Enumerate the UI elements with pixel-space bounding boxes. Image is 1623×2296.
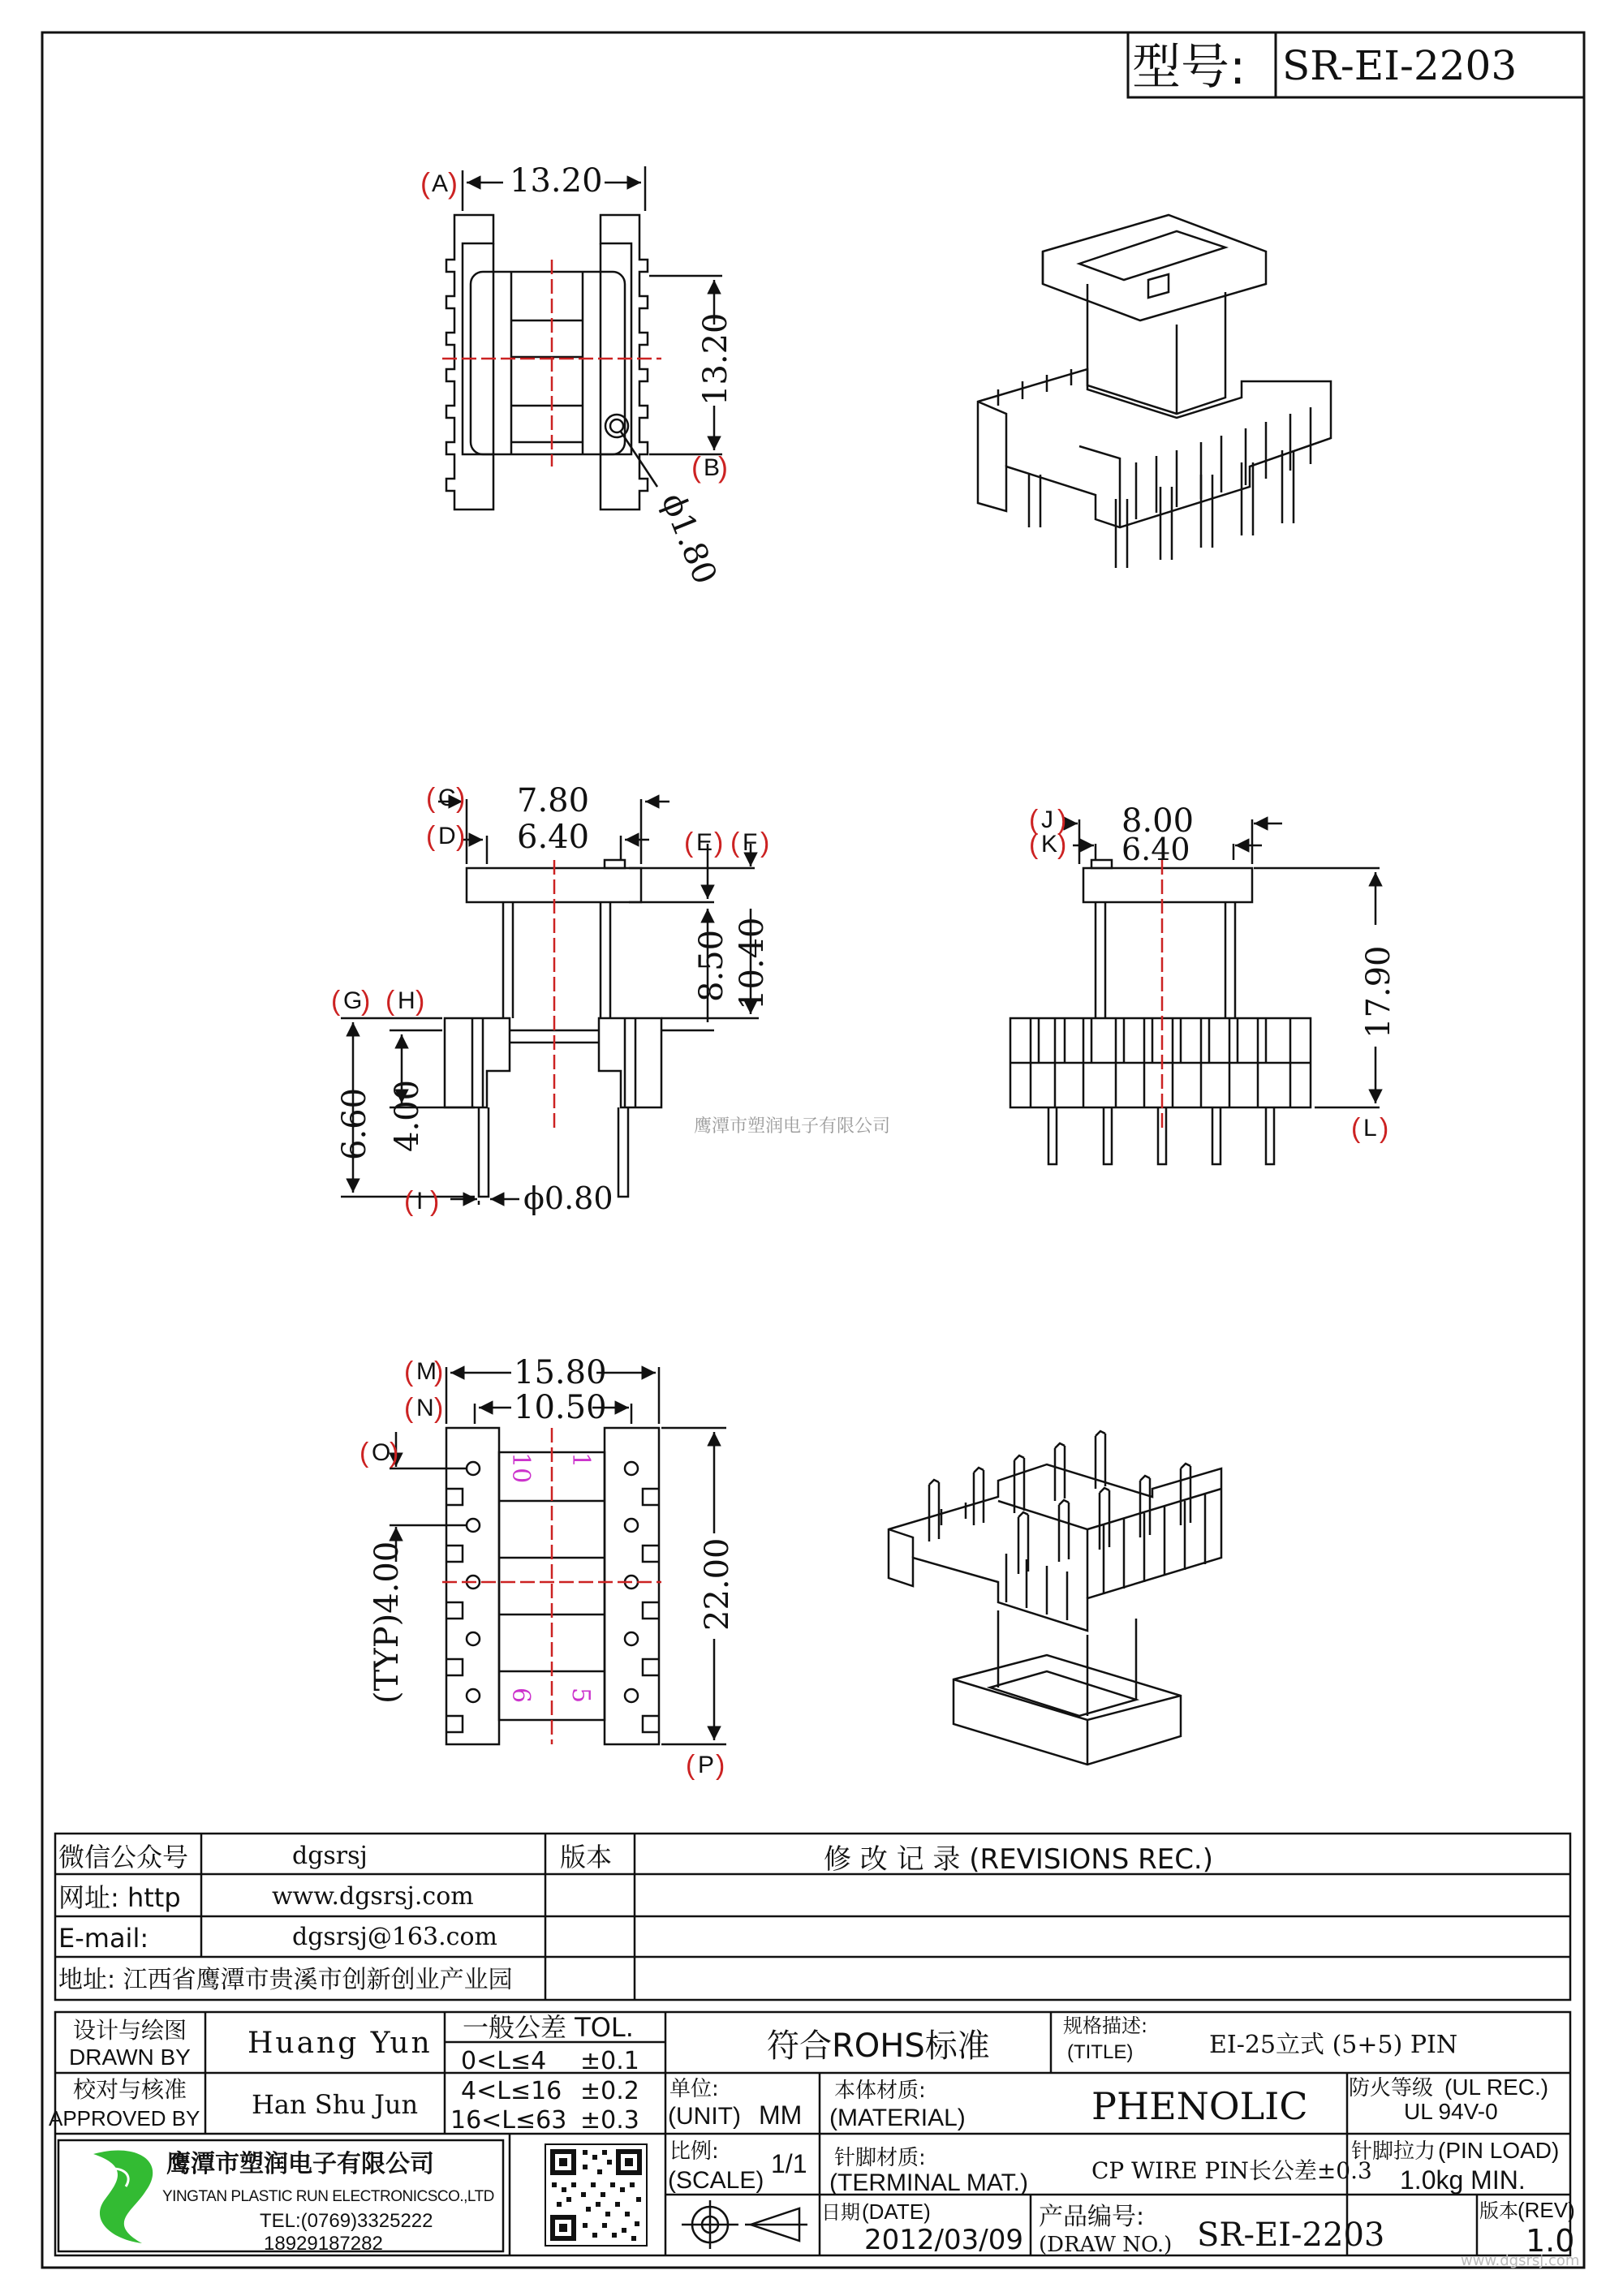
- drawn-label-cn: 设计与绘图: [73, 2017, 187, 2044]
- approved-label-en: APPROVED BY: [49, 2106, 200, 2130]
- side-view-labels: [1041, 806, 1377, 1142]
- label-c: C: [438, 785, 456, 811]
- material-value: PHENOLIC: [1091, 2084, 1308, 2128]
- svg-text:): ): [716, 1750, 725, 1781]
- sheet-border: [42, 32, 1584, 2268]
- unit-value: MM: [759, 2100, 803, 2130]
- dim-side-outer: 8.00: [1121, 802, 1195, 840]
- info-label-website: 网址: http: [58, 1882, 181, 1913]
- fire-label-en: (UL REC.): [1444, 2075, 1549, 2100]
- label-a: A: [432, 170, 449, 197]
- info-label-email: E-mail:: [58, 1923, 149, 1954]
- dim-top-width: 13.20: [510, 162, 603, 200]
- pin-number-1: 1: [566, 1452, 595, 1468]
- dim-front-pin-dia: ϕ0.80: [523, 1180, 613, 1216]
- svg-text:): ): [434, 1357, 444, 1387]
- svg-text:(: (: [1351, 1113, 1361, 1144]
- dim-bottom-inner: 10.50: [514, 1389, 607, 1426]
- company-name-en: YINGTAN PLASTIC RUN ELECTRONICSCO.,LTD: [162, 2188, 494, 2205]
- tol-value-2: ±0.2: [580, 2077, 639, 2105]
- svg-text:): ): [760, 828, 770, 858]
- svg-text:(: (: [404, 1186, 414, 1217]
- rev-label-en: (REV): [1518, 2198, 1575, 2222]
- company-logo-icon: [93, 2151, 153, 2243]
- svg-text:(: (: [1029, 829, 1039, 860]
- dim-hole-dia: ϕ1.80: [653, 488, 724, 590]
- svg-text:): ): [415, 986, 425, 1017]
- drawno-label-cn: 产品编号:: [1039, 2203, 1145, 2231]
- tol-range-1: 0<L≤4: [461, 2047, 547, 2075]
- info-value-wechat: dgsrsj: [292, 1842, 368, 1870]
- svg-text:): ): [361, 986, 371, 1017]
- info-label-wechat: 微信公众号: [58, 1842, 189, 1872]
- pinload-value: 1.0kg MIN.: [1400, 2165, 1526, 2195]
- version-header: 版本: [560, 1842, 613, 1872]
- dim-bottom-pitch: (TYP)4.00: [368, 1541, 406, 1704]
- pin-number-10: 10: [506, 1452, 535, 1484]
- model-header: [1128, 32, 1584, 97]
- svg-text:(: (: [684, 828, 694, 858]
- date-label-cn: 日期: [821, 2201, 860, 2224]
- iso-view-top: [978, 215, 1331, 568]
- dim-front-h1: 8.50: [693, 929, 730, 1002]
- svg-text:): ): [1380, 1113, 1389, 1144]
- scale-label-cn: 比例:: [669, 2139, 719, 2164]
- date-value: 2012/03/09: [864, 2224, 1023, 2256]
- svg-text:): ): [1057, 829, 1067, 860]
- unit-label-cn: 单位:: [669, 2077, 719, 2101]
- dim-front-h2: 10.40: [734, 917, 771, 1010]
- tol-range-3: 16<L≤63: [450, 2106, 567, 2135]
- title-value: EI-25立式 (5+5) PIN: [1209, 2031, 1458, 2059]
- dim-front-inner: 6.40: [517, 819, 590, 856]
- svg-text:(: (: [686, 1750, 695, 1781]
- revisions-header: 修 改 记 录 (REVISIONS REC.): [824, 1843, 1214, 1876]
- rev-value: 1.0: [1526, 2223, 1575, 2259]
- tolerance-header: 一般公差 TOL.: [463, 2012, 634, 2043]
- svg-text:(: (: [1029, 805, 1039, 836]
- drawno-value: SR-EI-2203: [1197, 2216, 1385, 2254]
- label-j: J: [1041, 806, 1053, 833]
- label-brackets: [420, 166, 728, 484]
- label-f: F: [743, 829, 758, 856]
- pin-numbers: [506, 1452, 595, 1703]
- svg-text:): ): [1057, 805, 1067, 836]
- company-tel: TEL:(0769)3325222: [260, 2210, 433, 2232]
- dim-bottom-width: 15.80: [514, 1354, 607, 1391]
- label-l: L: [1363, 1115, 1377, 1142]
- fire-label-cn: 防火等级: [1349, 2076, 1434, 2100]
- svg-text:): ): [434, 1393, 444, 1424]
- svg-text:): ): [390, 1438, 399, 1468]
- qr-code: [545, 2144, 647, 2246]
- svg-text:): ): [456, 821, 466, 852]
- svg-text:): ): [430, 1186, 440, 1217]
- label-o: O: [372, 1439, 391, 1466]
- model-label: 型号:: [1132, 39, 1246, 96]
- tol-value-3: ±0.3: [580, 2106, 639, 2135]
- dim-side-inner: 6.40: [1121, 832, 1190, 867]
- svg-text:(: (: [359, 1438, 369, 1468]
- pin-number-6: 6: [506, 1688, 535, 1704]
- approved-by: Han Shu Jun: [252, 2089, 419, 2120]
- label-d: D: [438, 823, 456, 849]
- dim-bottom-length: 22.00: [699, 1537, 736, 1631]
- info-value-website: www.dgsrsj.com: [272, 1882, 474, 1911]
- scale-value: 1/1: [771, 2149, 807, 2178]
- dim-front-pin-len: 6.60: [336, 1087, 373, 1160]
- label-e: E: [696, 829, 713, 856]
- svg-text:(: (: [331, 986, 341, 1017]
- approved-label-cn: 校对与核准: [73, 2076, 187, 2103]
- svg-text:): ): [718, 450, 728, 484]
- svg-text:(: (: [730, 828, 740, 858]
- tol-value-1: ±0.1: [580, 2047, 639, 2075]
- info-address: 地址: 江西省鹰潭市贵溪市创新创业产业园: [58, 1966, 513, 1994]
- drawn-by: Huang Yun: [248, 2027, 433, 2060]
- label-i: I: [416, 1188, 424, 1215]
- terminal-value: CP WIRE PIN长公差±0.3: [1091, 2157, 1372, 2184]
- label-m: M: [416, 1358, 437, 1385]
- svg-text:): ): [456, 783, 466, 814]
- label-g: G: [343, 987, 363, 1014]
- terminal-label-cn: 针脚材质:: [834, 2146, 926, 2170]
- svg-text:(: (: [426, 821, 436, 852]
- svg-text:(: (: [420, 166, 430, 200]
- pinload-label-cn: 针脚拉力: [1351, 2139, 1436, 2164]
- svg-text:(: (: [404, 1393, 414, 1424]
- label-h: H: [398, 987, 415, 1014]
- fire-value: UL 94V-0: [1404, 2099, 1498, 2124]
- model-value: SR-EI-2203: [1282, 42, 1518, 89]
- title-label-cn: 规格描述:: [1063, 2014, 1148, 2037]
- svg-text:): ): [448, 166, 458, 200]
- label-p: P: [698, 1752, 715, 1778]
- date-label-en: (DATE): [862, 2199, 931, 2224]
- side-view: [1010, 819, 1380, 1164]
- pin-number-5: 5: [566, 1688, 595, 1704]
- unit-label-en: (UNIT): [668, 2103, 741, 2130]
- dim-front-outer: 7.80: [517, 782, 590, 819]
- label-n: N: [416, 1395, 434, 1421]
- svg-text:(: (: [426, 783, 436, 814]
- watermark-corner: www.dgsrsj.com: [1461, 2252, 1580, 2269]
- projection-symbol-icon: [682, 2200, 807, 2249]
- company-name-cn: 鹰潭市塑润电子有限公司: [166, 2150, 434, 2178]
- tol-range-2: 4<L≤16: [461, 2077, 562, 2105]
- drawno-label-en: (DRAW NO.): [1039, 2233, 1173, 2257]
- top-view: [442, 166, 722, 510]
- pinload-label-en: (PIN LOAD): [1438, 2138, 1560, 2163]
- dim-top-height: 13.20: [697, 312, 734, 406]
- dim-side-height: 17.90: [1360, 945, 1397, 1038]
- label-b: B: [704, 454, 721, 481]
- terminal-label-en: (TERMINAL MAT.): [829, 2169, 1028, 2196]
- info-table-text: [58, 1842, 1213, 1994]
- material-label-en: (MATERIAL): [829, 2105, 966, 2131]
- svg-text:): ): [714, 828, 724, 858]
- watermark-center: 鹰潭市塑润电子有限公司: [694, 1116, 891, 1137]
- rohs-statement: 符合ROHS标准: [767, 2027, 990, 2065]
- scale-label-en: (SCALE): [668, 2167, 764, 2194]
- company-phone: 18929187282: [264, 2233, 383, 2255]
- rev-label-cn: 版本: [1479, 2199, 1518, 2222]
- dim-front-pin-len2: 4.00: [389, 1079, 426, 1152]
- svg-text:(: (: [385, 986, 395, 1017]
- label-k: K: [1041, 831, 1058, 858]
- svg-text:(: (: [404, 1357, 414, 1387]
- company-block: [58, 2140, 503, 2255]
- svg-text:(: (: [691, 450, 701, 484]
- title-label-en: (TITLE): [1067, 2041, 1134, 2063]
- iso-view-bottom: [889, 1431, 1221, 1765]
- info-value-email: dgsrsj@163.com: [292, 1923, 497, 1951]
- drawn-label-en: DRAWN BY: [69, 2044, 191, 2070]
- material-label-cn: 本体材质:: [834, 2079, 926, 2103]
